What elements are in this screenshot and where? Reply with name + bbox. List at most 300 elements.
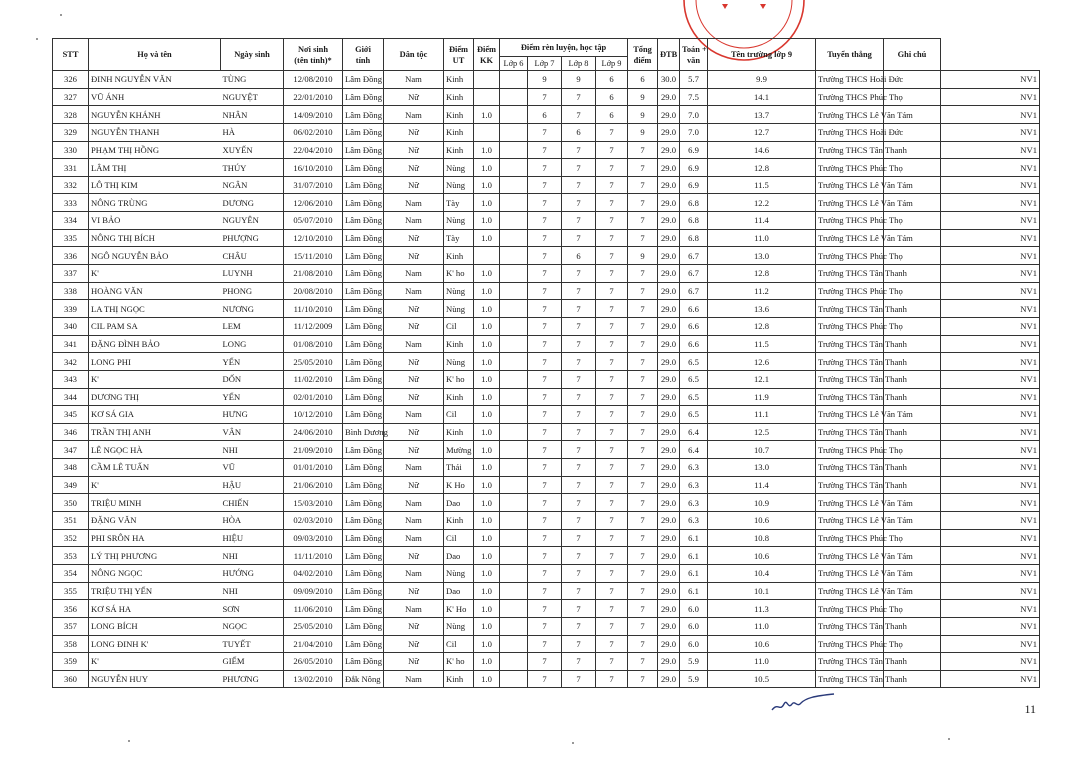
header-dtb-label: ĐTB [660,50,678,59]
ngay-sinh-cell: 20/08/2010 [284,282,343,300]
lop8-cell: 7 [596,406,628,424]
table-row [53,388,1040,406]
ten-cell: HÀ [221,123,284,141]
ho-cell: NÔNG TRÙNG [89,194,221,212]
dan-toc-cell: Nùng [444,353,474,371]
tong-diem-cell: 29.0 [658,335,680,353]
lop6-cell: 7 [528,176,562,194]
dan-toc-cell: Mường [444,441,474,459]
stt-cell: 356 [53,600,89,618]
stt-cell: 347 [53,441,89,459]
ten-cell: NHI [221,441,284,459]
lop8-cell: 7 [596,212,628,230]
header-lop6: Lớp 6 [500,57,528,71]
table-row [53,564,1040,582]
dan-toc-cell: Kinh [444,512,474,530]
lop8-cell: 7 [596,282,628,300]
scan-speck [36,38,38,40]
dtb-cell: 6.3 [680,476,708,494]
ho-cell: K' [89,476,221,494]
ho-cell: NÔNG THỊ BÍCH [89,229,221,247]
stt-cell: 349 [53,476,89,494]
dan-toc-cell: Tày [444,229,474,247]
tong-diem-cell: 29.0 [658,370,680,388]
lop9-cell: 9 [628,88,658,106]
ghi-chu-cell: NV1 [941,441,1040,459]
lop7-cell: 7 [562,317,596,335]
lop8-cell: 7 [596,335,628,353]
header-toan-van-sub: văn [686,55,701,65]
ten-cell: VÂN [221,423,284,441]
ghi-chu-cell: NV1 [941,317,1040,335]
table-row [53,159,1040,177]
diem-ut-cell: 1.0 [474,564,500,582]
toan-van-cell: 12.7 [708,123,816,141]
stt-cell: 328 [53,106,89,124]
stt-cell: 331 [53,159,89,177]
table-row [53,582,1040,600]
toan-van-cell: 10.8 [708,529,816,547]
lop6-cell: 7 [528,512,562,530]
ghi-chu-cell: NV1 [941,265,1040,283]
table-row [53,88,1040,106]
header-ngay-sinh-label: Ngày sinh [234,50,270,59]
tong-diem-cell: 29.0 [658,617,680,635]
lop8-cell: 7 [596,653,628,671]
diem-kk-cell [500,547,528,565]
lop9-cell: 7 [628,335,658,353]
lop8-cell: 7 [596,300,628,318]
lop7-cell: 7 [562,670,596,688]
lop9-cell: 7 [628,300,658,318]
table-row [53,494,1040,512]
header-stt-label: STT [62,50,79,59]
diem-kk-cell [500,635,528,653]
noi-sinh-cell: Lâm Đồng [343,317,384,335]
dtb-cell: 5.7 [680,71,708,89]
ho-cell: PHẠM THỊ HỒNG [89,141,221,159]
ngay-sinh-cell: 11/12/2009 [284,317,343,335]
truong-cell: Trường THCS Phúc Thọ [816,635,884,653]
lop9-cell: 7 [628,406,658,424]
dan-toc-cell: K' Ho [444,600,474,618]
ten-cell: NGUYÊN [221,212,284,230]
ten-cell: LUYNH [221,265,284,283]
toan-van-cell: 9.9 [708,71,816,89]
diem-ut-cell: 1.0 [474,653,500,671]
ho-cell: NGUYỄN THANH [89,123,221,141]
lop8-cell: 7 [596,547,628,565]
lop7-cell: 7 [562,300,596,318]
lop8-cell: 7 [596,582,628,600]
dan-toc-cell: Dao [444,582,474,600]
tong-diem-cell: 29.0 [658,141,680,159]
lop9-cell: 7 [628,547,658,565]
diem-kk-cell [500,459,528,477]
table-row [53,370,1040,388]
noi-sinh-cell: Lâm Đồng [343,300,384,318]
tong-diem-cell: 29.0 [658,159,680,177]
ngay-sinh-cell: 11/02/2010 [284,370,343,388]
ho-cell: LONG PHI [89,353,221,371]
dtb-cell: 6.9 [680,176,708,194]
dan-toc-cell: Cil [444,317,474,335]
stt-cell: 343 [53,370,89,388]
lop7-cell: 7 [562,635,596,653]
lop9-cell: 6 [628,71,658,89]
table-row [53,635,1040,653]
noi-sinh-cell: Lâm Đồng [343,106,384,124]
toan-van-cell: 10.6 [708,635,816,653]
dtb-cell: 6.5 [680,406,708,424]
lop9-cell: 7 [628,423,658,441]
lop7-cell: 7 [562,617,596,635]
dan-toc-cell: Cil [444,635,474,653]
lop7-cell: 7 [562,194,596,212]
stt-cell: 341 [53,335,89,353]
truong-cell: Trường THCS Phúc Thọ [816,317,884,335]
noi-sinh-cell: Lâm Đồng [343,441,384,459]
dan-toc-cell: Kinh [444,71,474,89]
diem-ut-cell: 1.0 [474,212,500,230]
toan-van-cell: 14.1 [708,88,816,106]
header-diem-ren-luyen-label: Điểm rèn luyện, học tập [520,43,607,52]
ngay-sinh-cell: 14/09/2010 [284,106,343,124]
ngay-sinh-cell: 25/05/2010 [284,617,343,635]
header-gioi-label: Giới [355,44,371,54]
diem-kk-cell [500,212,528,230]
noi-sinh-cell: Lâm Đồng [343,600,384,618]
lop9-cell: 7 [628,635,658,653]
ngay-sinh-cell: 05/07/2010 [284,212,343,230]
dan-toc-cell: Thái [444,459,474,477]
ten-cell: NƯƠNG [221,300,284,318]
toan-van-cell: 13.7 [708,106,816,124]
lop6-cell: 7 [528,635,562,653]
lop8-cell: 7 [596,388,628,406]
table-row [53,653,1040,671]
diem-kk-cell [500,300,528,318]
noi-sinh-cell: Lâm Đồng [343,476,384,494]
ho-cell: NÔNG NGỌC [89,564,221,582]
lop9-cell: 7 [628,282,658,300]
diem-ut-cell: 1.0 [474,106,500,124]
gioi-tinh-cell: Nữ [384,176,444,194]
lop9-cell: 7 [628,564,658,582]
truong-cell: Trường THCS Phúc Thọ [816,212,884,230]
lop8-cell: 7 [596,159,628,177]
table-row [53,317,1040,335]
lop6-cell: 7 [528,582,562,600]
tong-diem-cell: 29.0 [658,529,680,547]
lop6-cell: 7 [528,547,562,565]
lop7-cell: 7 [562,547,596,565]
dan-toc-cell: Nùng [444,159,474,177]
stt-cell: 355 [53,582,89,600]
tong-diem-cell: 29.0 [658,547,680,565]
ten-cell: YẾN [221,388,284,406]
toan-van-cell: 11.0 [708,653,816,671]
toan-van-cell: 12.8 [708,159,816,177]
lop6-cell: 7 [528,317,562,335]
table-row [53,529,1040,547]
truong-cell: Trường THCS Lê Văn Tám [816,106,884,124]
diem-kk-cell [500,423,528,441]
ghi-chu-cell: NV1 [941,582,1040,600]
gioi-tinh-cell: Nữ [384,159,444,177]
truong-cell: Trường THCS Phúc Thọ [816,282,884,300]
header-diem-ut-sub: UT [452,55,465,65]
diem-ut-cell: 1.0 [474,441,500,459]
toan-van-cell: 12.1 [708,370,816,388]
lop7-cell: 7 [562,370,596,388]
table-body [53,71,1040,688]
stt-cell: 342 [53,353,89,371]
toan-van-cell: 11.2 [708,282,816,300]
header-stt [53,39,89,71]
ngay-sinh-cell: 26/05/2010 [284,653,343,671]
lop8-cell: 7 [596,194,628,212]
ghi-chu-cell: NV1 [941,423,1040,441]
noi-sinh-cell: Lâm Đồng [343,282,384,300]
ngay-sinh-cell: 22/01/2010 [284,88,343,106]
ten-cell: HƯNG [221,406,284,424]
ngay-sinh-cell: 21/08/2010 [284,265,343,283]
diem-ut-cell [474,123,500,141]
stt-cell: 336 [53,247,89,265]
gioi-tinh-cell: Nữ [384,635,444,653]
lop6-cell: 7 [528,653,562,671]
gioi-tinh-cell: Nam [384,335,444,353]
toan-van-cell: 13.0 [708,459,816,477]
gioi-tinh-cell: Nữ [384,547,444,565]
ngay-sinh-cell: 21/09/2010 [284,441,343,459]
dan-toc-cell: Dao [444,494,474,512]
diem-kk-cell [500,229,528,247]
toan-van-cell: 10.5 [708,670,816,688]
truong-cell: Trường THCS Lê Văn Tám [816,564,884,582]
truong-cell: Trường THCS Tân Thanh [816,265,884,283]
stt-cell: 329 [53,123,89,141]
diem-kk-cell [500,317,528,335]
ghi-chu-cell: NV1 [941,282,1040,300]
ho-cell: LÊ NGỌC HÀ [89,441,221,459]
noi-sinh-cell: Lâm Đồng [343,123,384,141]
noi-sinh-cell: Lâm Đồng [343,353,384,371]
noi-sinh-cell: Lâm Đồng [343,582,384,600]
ten-cell: PHƯƠNG [221,670,284,688]
lop9-cell: 7 [628,176,658,194]
toan-van-cell: 11.9 [708,388,816,406]
diem-ut-cell: 1.0 [474,476,500,494]
noi-sinh-cell: Lâm Đồng [343,247,384,265]
lop8-cell: 7 [596,564,628,582]
ho-cell: KƠ SÁ GIA [89,406,221,424]
diem-ut-cell [474,247,500,265]
table-row [53,212,1040,230]
scan-speck [948,738,950,740]
ho-cell: TRIỆU MINH [89,494,221,512]
header-gioi-tinh [343,39,384,71]
truong-cell: Trường THCS Tân Thanh [816,370,884,388]
gioi-tinh-cell: Nam [384,512,444,530]
ho-cell: HOÀNG VĂN [89,282,221,300]
dtb-cell: 6.1 [680,564,708,582]
lop7-cell: 9 [562,71,596,89]
dan-toc-cell: Kinh [444,423,474,441]
dtb-cell: 6.8 [680,212,708,230]
diem-kk-cell [500,141,528,159]
truong-cell: Trường THCS Tân Thanh [816,653,884,671]
tong-diem-cell: 29.0 [658,441,680,459]
header-diem-ren-luyen [500,39,628,57]
toan-van-cell: 13.0 [708,247,816,265]
dan-toc-cell: Nùng [444,176,474,194]
diem-ut-cell: 1.0 [474,317,500,335]
lop7-cell: 7 [562,265,596,283]
truong-cell: Trường THCS Lê Văn Tám [816,406,884,424]
lop6-cell: 7 [528,247,562,265]
dtb-cell: 6.4 [680,423,708,441]
lop6-cell: 7 [528,617,562,635]
lop6-cell: 7 [528,194,562,212]
tong-diem-cell: 29.0 [658,459,680,477]
header-truong [708,39,816,71]
header-dtb [658,39,680,71]
ho-cell: NGUYỄN HUY [89,670,221,688]
header-tuyen-thang-label: Tuyển thẳng [827,50,872,59]
ho-cell: DƯƠNG THỊ [89,388,221,406]
stt-cell: 339 [53,300,89,318]
stt-cell: 348 [53,459,89,477]
ho-cell: PHI SRÔN HA [89,529,221,547]
truong-cell: Trường THCS Lê Văn Tám [816,176,884,194]
stt-cell: 334 [53,212,89,230]
ho-cell: LA THỊ NGỌC [89,300,221,318]
ngay-sinh-cell: 16/10/2010 [284,159,343,177]
ghi-chu-cell: NV1 [941,353,1040,371]
tong-diem-cell: 29.0 [658,282,680,300]
diem-kk-cell [500,600,528,618]
gioi-tinh-cell: Nữ [384,123,444,141]
diem-kk-cell [500,441,528,459]
diem-ut-cell: 1.0 [474,600,500,618]
dtb-cell: 6.3 [680,494,708,512]
noi-sinh-cell: Lâm Đồng [343,564,384,582]
header-ghi-chu-label: Ghi chú [897,50,927,59]
gioi-tinh-cell: Nữ [384,441,444,459]
lop6-cell: 7 [528,141,562,159]
dan-toc-cell: Kinh [444,670,474,688]
diem-ut-cell: 1.0 [474,159,500,177]
ghi-chu-cell: NV1 [941,459,1040,477]
ten-cell: NHÂN [221,106,284,124]
diem-kk-cell [500,123,528,141]
lop7-cell: 7 [562,494,596,512]
header-ghi-chu [884,39,941,71]
table-row [53,247,1040,265]
ho-cell: LÝ THỊ PHƯƠNG [89,547,221,565]
header-diem-kk [474,39,500,71]
ghi-chu-cell: NV1 [941,159,1040,177]
dtb-cell: 6.8 [680,229,708,247]
lop8-cell: 7 [596,123,628,141]
dan-toc-cell: Nùng [444,212,474,230]
table-row [53,512,1040,530]
lop8-cell: 7 [596,494,628,512]
table-row [53,106,1040,124]
stt-cell: 345 [53,406,89,424]
lop8-cell: 7 [596,617,628,635]
dan-toc-cell: Nùng [444,564,474,582]
ten-cell: LONG [221,335,284,353]
dan-toc-cell: Kinh [444,141,474,159]
header-noi-sinh-sub: (tên tỉnh)* [294,55,332,65]
ten-cell: YẾN [221,353,284,371]
noi-sinh-cell: Lâm Đồng [343,459,384,477]
stt-cell: 354 [53,564,89,582]
lop7-cell: 7 [562,564,596,582]
dtb-cell: 6.9 [680,159,708,177]
lop6-cell: 7 [528,335,562,353]
stt-cell: 326 [53,71,89,89]
tong-diem-cell: 29.0 [658,229,680,247]
ghi-chu-cell: NV1 [941,388,1040,406]
stt-cell: 352 [53,529,89,547]
table-header [53,39,1040,71]
table-row [53,176,1040,194]
ho-cell: NGÔ NGUYỄN BẢO [89,247,221,265]
dtb-cell: 6.6 [680,335,708,353]
noi-sinh-cell: Lâm Đồng [343,88,384,106]
dan-toc-cell: Nùng [444,282,474,300]
lop6-cell: 7 [528,159,562,177]
table-row [53,406,1040,424]
noi-sinh-cell: Lâm Đồng [343,229,384,247]
ghi-chu-cell: NV1 [941,123,1040,141]
noi-sinh-cell: Lâm Đồng [343,265,384,283]
noi-sinh-cell: Lâm Đồng [343,635,384,653]
lop7-cell: 7 [562,335,596,353]
tong-diem-cell: 29.0 [658,88,680,106]
gioi-tinh-cell: Nam [384,529,444,547]
header-diem-kk-label: Điểm [476,44,497,54]
ho-cell: ĐẶNG ĐÌNH BẢO [89,335,221,353]
dtb-cell: 7.0 [680,106,708,124]
gioi-tinh-cell: Nữ [384,617,444,635]
gioi-tinh-cell: Nam [384,406,444,424]
gioi-tinh-cell: Nữ [384,582,444,600]
gioi-tinh-cell: Nam [384,459,444,477]
table-row [53,194,1040,212]
ten-cell: TUYẾT [221,635,284,653]
lop7-cell: 7 [562,176,596,194]
ho-cell: LÂM THỊ [89,159,221,177]
ten-cell: NGỌC [221,617,284,635]
diem-ut-cell: 1.0 [474,229,500,247]
noi-sinh-cell: Lâm Đồng [343,547,384,565]
student-list-table [52,38,1040,688]
noi-sinh-cell: Lâm Đồng [343,512,384,530]
tong-diem-cell: 29.0 [658,512,680,530]
lop7-cell: 7 [562,512,596,530]
lop7-cell: 7 [562,459,596,477]
header-tong-diem-label: Tổng [633,44,652,54]
tong-diem-cell: 29.0 [658,212,680,230]
lop6-cell: 7 [528,441,562,459]
gioi-tinh-cell: Nữ [384,476,444,494]
diem-ut-cell: 1.0 [474,141,500,159]
